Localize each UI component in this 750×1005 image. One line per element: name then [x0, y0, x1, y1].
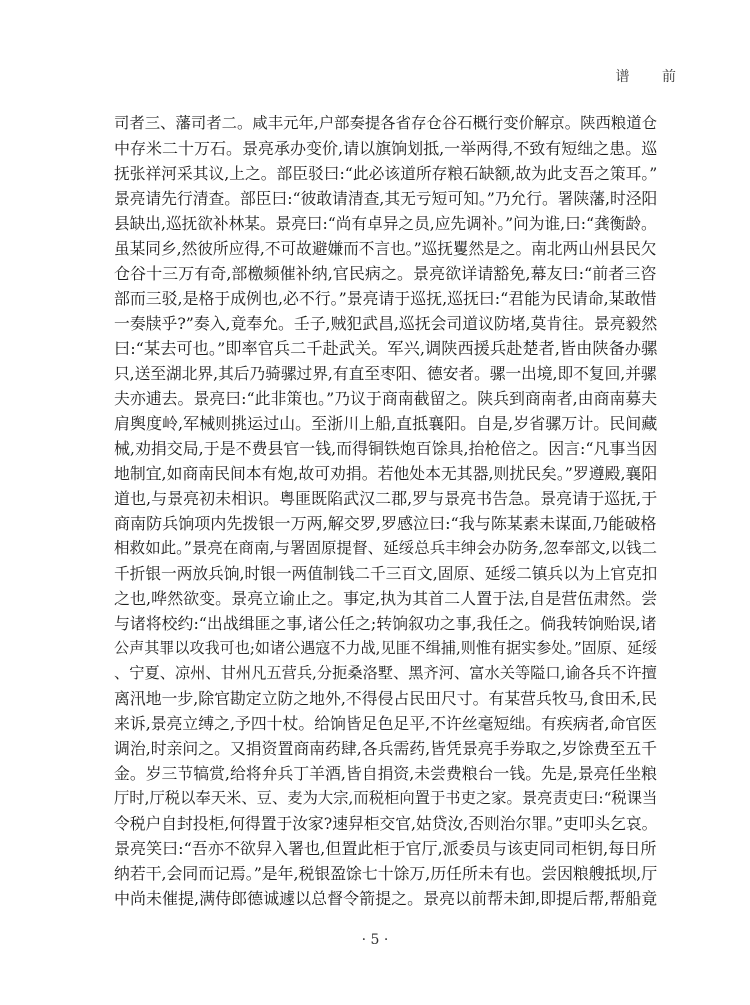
text-line: 离汛地一步,除官勘定立防之地外,不得侵占民田尺寸。有某营兵牧马,食田禾,民: [114, 689, 657, 708]
text-line: 金。岁三节犒赏,给将弁兵丁羊酒,皆自捐资,未尝费粮台一钱。先是,景亮任坐粮: [114, 764, 657, 783]
text-line: 仓谷十三万有奇,部檄频催补纳,官民病之。景亮欲详请豁免,幕友曰:“前者三咨: [114, 264, 657, 283]
text-line: 抚张祥河采其议,上之。部臣驳曰:“此必该道所存粮石缺额,故为此支吾之策耳。”: [114, 164, 658, 183]
text-line: 景亮笑曰:“吾亦不欲舁入署也,但置此柜于官厅,派委员与该吏同司柜钥,每日所: [114, 839, 657, 858]
text-line: 道也,与景亮初未相识。粤匪既陷武汉二郡,罗与景亮书告急。景亮请于巡抚,于: [114, 489, 658, 508]
text-line: 虽某同乡,然彼所应得,不可故避嫌而不言也。”巡抚矍然是之。南北两山州县民欠: [114, 239, 657, 258]
text-line: 与诸将校约:“出战缉匪之事,诸公任之;转饷叙功之事,我任之。倘我转饷贻误,诸: [114, 614, 657, 633]
text-line: 厅时,厅税以奉天米、豆、麦为大宗,而税柜向置于书吏之家。景亮责吏曰:“税课当: [114, 789, 658, 807]
text-line: 部而三驳,是格于成例也,必不行。”景亮请于巡抚,巡抚曰:“君能为民请命,某敢惜: [114, 289, 657, 308]
text-line: 之也,哗然欲变。景亮立谕止之。事定,执为其首二人置于法,自是营伍肃然。尝: [114, 589, 658, 608]
text-line: 夫亦逋去。景亮曰:“此非策也。”乃议于商南截留之。陕兵到商南者,由商南募夫: [114, 389, 658, 408]
page-number: · 5 ·: [361, 932, 389, 948]
text-line: 曰:“某去可也。”即率官兵二千赴武关。军兴,调陕西援兵赴楚者,皆由陕备办骡: [114, 339, 658, 358]
text-line: 令税户自封投柜,何得置于汝家?速舁柜交官,姑贷汝,否则治尔罪。”吏叩头乞哀。: [114, 814, 658, 833]
text-line: 千折银一两放兵饷,时银一两值制钱二千三百文,固原、延绥二镇兵以为上官克扣: [114, 564, 658, 583]
text-line: 、宁夏、凉州、甘州凡五营兵,分扼桑洛墅、黑齐河、富水关等隘口,谕各兵不许擅: [114, 664, 657, 682]
body-text: [114, 111, 660, 911]
text-line: 纳若干,会同而记焉。”是年,税银盈馀七十馀万,历任所未有也。尝因粮艘抵坝,厅: [114, 864, 658, 883]
text-line: 调治,时亲问之。又捐资置商南药肆,各兵需药,皆凭景亮手券取之,岁馀费至五千: [114, 739, 657, 758]
text-line: 景亮请先行清查。部臣曰:“彼敢请清查,其无亏短可知。”乃允行。署陕藩,时泾阳: [114, 189, 658, 208]
text-line: 械,劝捐交局,于是不费县官一钱,而得铜铁炮百馀具,抬枪倍之。因言:“凡事当因: [114, 439, 658, 458]
text-line: 只,送至湖北界,其后乃骑骡过界,有直至枣阳、德安者。骡一出境,即不复回,并骡: [114, 364, 657, 383]
text-line: 司者三、藩司者二。咸丰元年,户部奏提各省存仓谷石概行变价解京。陕西粮道仓: [114, 114, 658, 132]
text-line: 公声其罪以攻我可也;如诸公遇寇不力战,见匪不缉捕,则惟有据实参处。”固原、延绥: [114, 639, 658, 657]
running-head: 谱 前: [615, 69, 690, 85]
text-line: 中存米二十万石。景亮承办变价,请以旗饷划抵,一举两得,不致有短绌之患。巡: [114, 139, 658, 158]
text-line: 县缺出,巡抚欲补林某。景亮曰:“尚有卓异之员,应先调补。”问为谁,曰:“龚衡龄。: [114, 214, 657, 233]
text-line: 肩舆度岭,军械则挑运过山。至浙川上船,直抵襄阳。自是,岁省骡万计。民间藏: [114, 414, 658, 433]
text-line: 商南防兵饷项内先拨银一万两,解交罗,罗感泣曰:“我与陈某素未谋面,乃能破格: [114, 514, 657, 533]
text-line: 地制宜,如商南民间本有炮,故可劝捐。若他处本无其器,则扰民矣。”罗遵殿,襄阳: [114, 464, 658, 483]
text-line: 来诉,景亮立缚之,予四十杖。给饷皆足色足平,不许丝毫短绌。有疾病者,命官医: [114, 714, 657, 733]
text-line: 相救如此。”景亮在商南,与署固原提督、延绥总兵丰绅会办防务,忽奉部文,以钱二: [114, 539, 658, 557]
text-line: 一奏牍乎?”奏入,竟奉允。壬子,贼犯武昌,巡抚会司道议防堵,莫肯往。景亮毅然: [114, 314, 658, 333]
text-line: 中尚未催提,满侍郎德诚遽以总督令箭提之。景亮以前帮未卸,即提后帮,帮船竟: [114, 889, 658, 908]
